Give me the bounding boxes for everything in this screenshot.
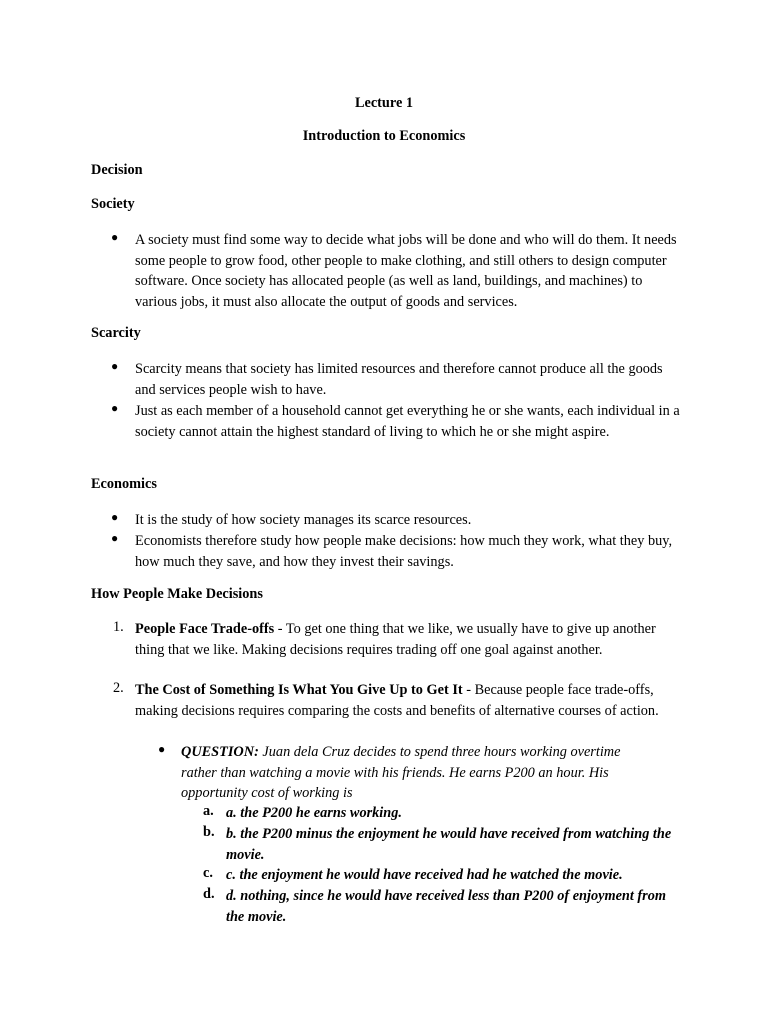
option-letter: c. <box>203 865 213 881</box>
option-letter: d. <box>203 886 215 902</box>
item-text <box>135 680 680 721</box>
item-description: - Because people face trade-offs, making decisions requires comparing the costs and benefits of alternative courses of action. <box>135 682 659 719</box>
question-text <box>181 742 651 804</box>
bullet-icon: ● <box>111 230 119 244</box>
heading-scarcity: Scarcity <box>91 325 141 341</box>
heading-society: Society <box>91 196 135 212</box>
question-body: Juan dela Cruz decides to spend three hours working overtime rather than watching a movie with his friends. He earns P200 an hour. His opportunity cost of working is <box>181 744 621 801</box>
bullet-icon: ● <box>111 531 119 545</box>
heading-decisions: How People Make Decisions <box>91 586 263 602</box>
lecture-number: Lecture 1 <box>354 95 414 111</box>
item-term: People Face Trade-offs <box>135 621 275 637</box>
bullet-icon: ● <box>111 359 119 373</box>
option-text: c. the enjoyment he would have received had he watched the movie. <box>226 867 623 883</box>
list-item-text: A society must find some way to decide what jobs will be done and who will do them. It needs some people to grow food, other people to make clothing, and still others to design computer software. Once society has allocated people (as well as land, buildings, and machines) to various jobs, it must also allocate the output of goods and services. <box>135 232 677 310</box>
bullet-icon: ● <box>111 401 119 415</box>
option-letter: b. <box>203 824 215 840</box>
page-title: Introduction to Economics <box>302 128 466 144</box>
heading-economics: Economics <box>91 476 157 492</box>
list-item-text: Economists therefore study how people make decisions: how much they work, what they buy, how much they save, and how they invest their savings. <box>135 533 673 570</box>
heading-decision: Decision <box>91 162 143 178</box>
list-item-text: It is the study of how society manages its scarce resources. <box>135 512 472 528</box>
item-number: 2. <box>113 680 124 696</box>
bullet-icon: ● <box>111 510 119 524</box>
item-text <box>135 619 680 660</box>
option-letter: a. <box>203 803 214 819</box>
item-number: 1. <box>113 619 124 635</box>
option-text: d. nothing, since he would have received less than P200 of enjoyment from the movie. <box>226 888 667 925</box>
question-label: QUESTION: <box>181 744 259 760</box>
bullet-icon: ● <box>158 742 166 756</box>
option-text: b. the P200 minus the enjoyment he would have received from watching the movie. <box>226 826 672 863</box>
option-text: a. the P200 he earns working. <box>226 805 402 821</box>
list-item-text: Scarcity means that society has limited resources and therefore cannot produce all the goods and services people wish to have. <box>135 361 663 398</box>
item-description: - To get one thing that we like, we usually have to give up another thing that we like. Making decisions requires trading off one goal against another. <box>135 621 656 658</box>
list-item-text: Just as each member of a household cannot get everything he or she wants, each individual in a society cannot attain the highest standard of living to which he or she might aspire. <box>135 403 680 440</box>
item-term: The Cost of Something Is What You Give Up to Get It <box>135 682 463 698</box>
